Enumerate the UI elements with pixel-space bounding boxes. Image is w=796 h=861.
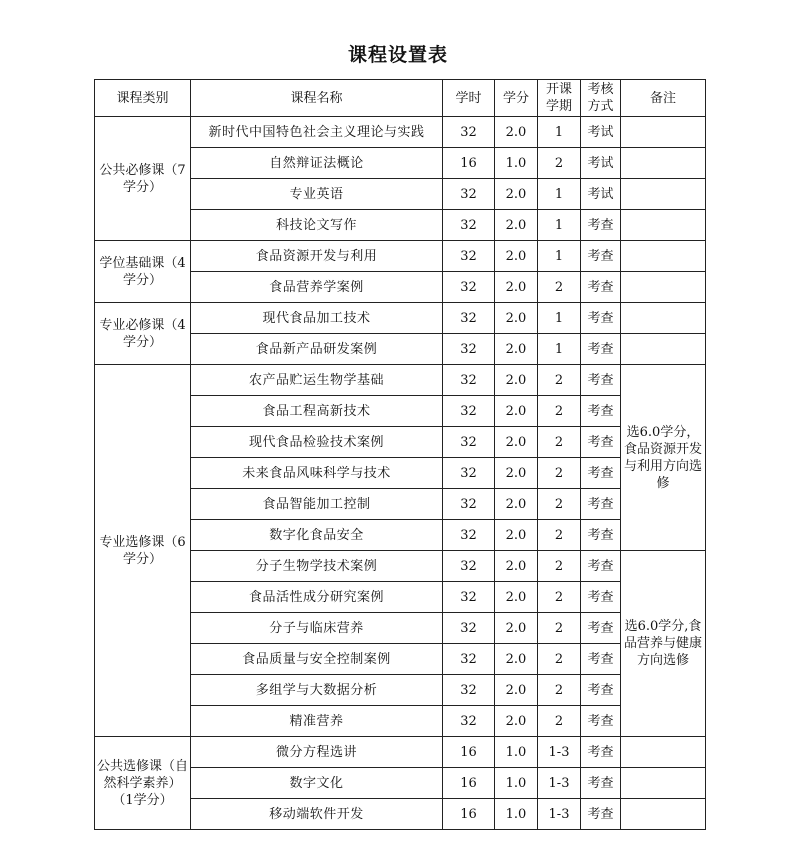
course-hours: 32	[443, 179, 495, 210]
category-cell: 公共必修课（7学分）	[95, 117, 191, 241]
course-exam: 考试	[581, 179, 621, 210]
remark-cell-empty	[621, 272, 706, 303]
table-row	[95, 365, 706, 396]
course-exam: 考查	[581, 520, 621, 551]
course-name: 食品智能加工控制	[191, 489, 443, 520]
course-hours: 32	[443, 241, 495, 272]
course-name: 现代食品检验技术案例	[191, 427, 443, 458]
course-exam: 考查	[581, 365, 621, 396]
course-credits: 2.0	[495, 706, 538, 737]
header-name: 课程名称	[191, 80, 443, 117]
course-hours: 16	[443, 148, 495, 179]
course-hours: 32	[443, 210, 495, 241]
course-credits: 2.0	[495, 489, 538, 520]
course-exam: 考查	[581, 613, 621, 644]
course-semester: 1	[538, 179, 581, 210]
category-cell: 学位基础课（4学分）	[95, 241, 191, 303]
course-name: 分子与临床营养	[191, 613, 443, 644]
course-name: 食品活性成分研究案例	[191, 582, 443, 613]
header-exam-line1: 考核	[587, 82, 614, 97]
course-semester: 1-3	[538, 737, 581, 768]
course-name: 分子生物学技术案例	[191, 551, 443, 582]
header-remark: 备注	[621, 80, 706, 117]
course-exam: 考查	[581, 706, 621, 737]
course-credits: 2.0	[495, 365, 538, 396]
course-semester: 2	[538, 272, 581, 303]
remark-cell-empty	[621, 148, 706, 179]
course-hours: 32	[443, 489, 495, 520]
course-exam: 考查	[581, 551, 621, 582]
course-credits: 1.0	[495, 768, 538, 799]
course-semester: 2	[538, 489, 581, 520]
course-name: 微分方程选讲	[191, 737, 443, 768]
course-credits: 2.0	[495, 117, 538, 148]
course-name: 专业英语	[191, 179, 443, 210]
table-row	[95, 117, 706, 148]
course-hours: 16	[443, 768, 495, 799]
course-exam: 考查	[581, 489, 621, 520]
course-semester: 1	[538, 303, 581, 334]
remark-cell-empty	[621, 799, 706, 830]
course-hours: 32	[443, 334, 495, 365]
course-name: 现代食品加工技术	[191, 303, 443, 334]
course-name: 科技论文写作	[191, 210, 443, 241]
course-semester: 2	[538, 365, 581, 396]
course-credits: 2.0	[495, 613, 538, 644]
course-exam: 考查	[581, 303, 621, 334]
course-credits: 1.0	[495, 737, 538, 768]
course-exam: 考查	[581, 427, 621, 458]
remark-cell-empty	[621, 241, 706, 272]
course-semester: 1	[538, 241, 581, 272]
course-exam: 考查	[581, 210, 621, 241]
course-semester: 2	[538, 582, 581, 613]
course-credits: 2.0	[495, 179, 538, 210]
course-name: 食品营养学案例	[191, 272, 443, 303]
course-exam: 考查	[581, 582, 621, 613]
remark-cell-empty	[621, 737, 706, 768]
course-credits: 2.0	[495, 520, 538, 551]
course-hours: 32	[443, 303, 495, 334]
course-name: 新时代中国特色社会主义理论与实践	[191, 117, 443, 148]
course-semester: 2	[538, 396, 581, 427]
course-name: 多组学与大数据分析	[191, 675, 443, 706]
header-category: 课程类别	[95, 80, 191, 117]
course-hours: 32	[443, 427, 495, 458]
table-row	[95, 303, 706, 334]
course-credits: 2.0	[495, 675, 538, 706]
course-hours: 32	[443, 613, 495, 644]
remark-cell-empty	[621, 334, 706, 365]
header-semester	[538, 80, 581, 117]
course-exam: 考查	[581, 799, 621, 830]
remark-cell: 选6.0学分,食品营养与健康方向选修	[621, 551, 706, 737]
header-credits: 学分	[495, 80, 538, 117]
course-credits: 1.0	[495, 799, 538, 830]
remark-cell: 选6.0学分，食品资源开发与利用方向选修	[621, 365, 706, 551]
course-credits: 2.0	[495, 427, 538, 458]
course-hours: 16	[443, 737, 495, 768]
course-exam: 考查	[581, 241, 621, 272]
course-name: 自然辩证法概论	[191, 148, 443, 179]
course-credits: 1.0	[495, 148, 538, 179]
course-exam: 考查	[581, 768, 621, 799]
course-name: 食品质量与安全控制案例	[191, 644, 443, 675]
course-hours: 32	[443, 644, 495, 675]
course-semester: 1	[538, 334, 581, 365]
course-exam: 考查	[581, 272, 621, 303]
course-exam: 考查	[581, 644, 621, 675]
course-semester: 2	[538, 706, 581, 737]
course-name: 移动端软件开发	[191, 799, 443, 830]
course-name: 食品资源开发与利用	[191, 241, 443, 272]
remark-cell-empty	[621, 179, 706, 210]
course-credits: 2.0	[495, 458, 538, 489]
course-name: 食品新产品研发案例	[191, 334, 443, 365]
remark-cell-empty	[621, 117, 706, 148]
course-exam: 考查	[581, 458, 621, 489]
course-semester: 1	[538, 210, 581, 241]
header-semester-line1: 开课	[545, 82, 572, 97]
course-credits: 2.0	[495, 303, 538, 334]
header-exam-line2: 方式	[587, 99, 614, 114]
course-semester: 2	[538, 520, 581, 551]
course-name: 未来食品风味科学与技术	[191, 458, 443, 489]
remark-cell-empty	[621, 303, 706, 334]
course-credits: 2.0	[495, 396, 538, 427]
course-exam: 考试	[581, 148, 621, 179]
course-semester: 1	[538, 117, 581, 148]
course-name: 数字文化	[191, 768, 443, 799]
course-credits: 2.0	[495, 644, 538, 675]
course-semester: 1-3	[538, 799, 581, 830]
course-hours: 32	[443, 458, 495, 489]
course-hours: 32	[443, 520, 495, 551]
page-title: 课程设置表	[347, 44, 448, 66]
course-semester: 2	[538, 644, 581, 675]
category-cell: 专业选修课（6学分）	[95, 365, 191, 737]
header-row	[95, 80, 706, 117]
course-exam: 考查	[581, 737, 621, 768]
course-table	[94, 79, 706, 830]
remark-cell-empty	[621, 210, 706, 241]
table-row	[95, 737, 706, 768]
header-exam	[581, 80, 621, 117]
course-name: 精准营养	[191, 706, 443, 737]
course-hours: 32	[443, 396, 495, 427]
course-hours: 32	[443, 117, 495, 148]
course-semester: 2	[538, 148, 581, 179]
course-exam: 考查	[581, 334, 621, 365]
category-cell: 专业必修课（4学分）	[95, 303, 191, 365]
course-semester: 2	[538, 551, 581, 582]
course-hours: 32	[443, 551, 495, 582]
course-name: 食品工程高新技术	[191, 396, 443, 427]
remark-cell-empty	[621, 768, 706, 799]
course-hours: 32	[443, 582, 495, 613]
course-credits: 2.0	[495, 210, 538, 241]
course-hours: 32	[443, 706, 495, 737]
course-credits: 2.0	[495, 334, 538, 365]
course-semester: 2	[538, 613, 581, 644]
course-credits: 2.0	[495, 272, 538, 303]
header-hours: 学时	[443, 80, 495, 117]
course-hours: 16	[443, 799, 495, 830]
category-cell: 公共选修课（自然科学素养）（1学分）	[95, 737, 191, 830]
course-hours: 32	[443, 675, 495, 706]
course-exam: 考查	[581, 396, 621, 427]
course-name: 农产品贮运生物学基础	[191, 365, 443, 396]
course-semester: 2	[538, 675, 581, 706]
course-credits: 2.0	[495, 241, 538, 272]
course-credits: 2.0	[495, 551, 538, 582]
course-exam: 考试	[581, 117, 621, 148]
course-hours: 32	[443, 365, 495, 396]
table-row	[95, 241, 706, 272]
course-name: 数字化食品安全	[191, 520, 443, 551]
course-credits: 2.0	[495, 582, 538, 613]
course-hours: 32	[443, 272, 495, 303]
header-semester-line2: 学期	[545, 99, 572, 114]
course-semester: 2	[538, 427, 581, 458]
course-semester: 1-3	[538, 768, 581, 799]
course-exam: 考查	[581, 675, 621, 706]
course-semester: 2	[538, 458, 581, 489]
